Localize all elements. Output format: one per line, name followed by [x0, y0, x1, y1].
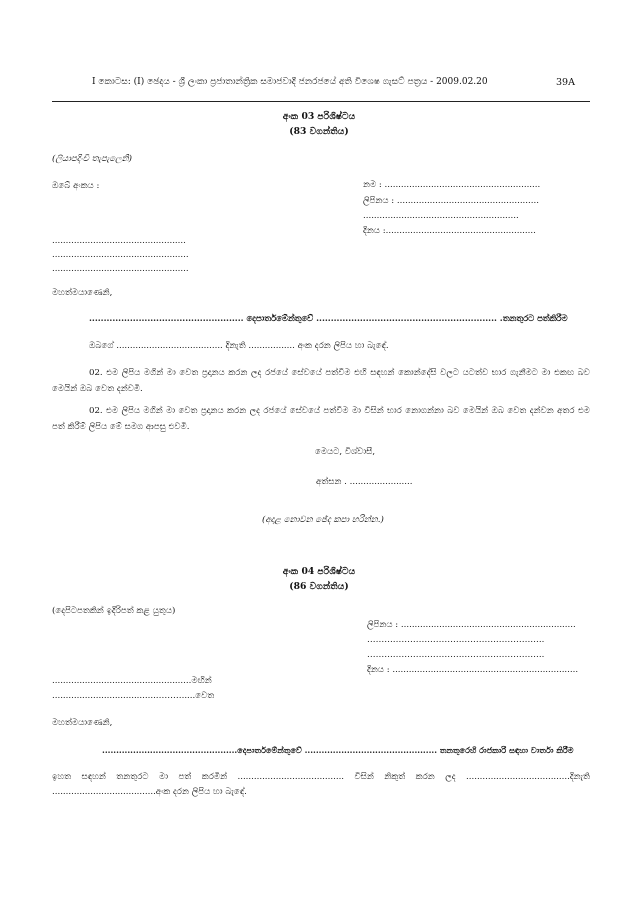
salutation-3: මහත්මයාණෙනි,	[52, 288, 113, 298]
address-field-4-2: ……………………………………………………..	[367, 635, 545, 645]
date-field: දිනය :.......................................................	[363, 226, 536, 236]
schedule-3-title: අංක 03 පරිශිෂ්ටය	[282, 111, 356, 122]
signature-3: අත්සන . .......................	[316, 477, 413, 487]
address-field-4-1: ලිපිනය : ................................................................	[367, 620, 576, 630]
address-field-2: .........................................................	[363, 211, 519, 221]
name-field: නම : .........................................................	[363, 180, 541, 190]
salutation-4: මහත්මයාණෙනි,	[52, 718, 113, 728]
registered-post-note: (ලියාපදිංචි තැපැලෙනි)	[52, 154, 132, 164]
subject-3: ..................................................... දෙපාර්තමේන්තුවේ .............................................................. .තනතුරට පත්කිරීම	[89, 313, 568, 323]
closing-3: මෙයට, විශ්වාසී,	[315, 447, 376, 457]
subject-4: ................................................දෙපාර්තමේන්තුවේ ............................................... තනතුරෙහි රාජකාරි සඳහා වාර්තා කිරීම	[102, 745, 574, 755]
address-field-4-3: ……………………………………………………..	[367, 650, 545, 660]
duplicate-note: (දෙපිටපතකින් ඉදිරිපත් කළ යුතුය)	[52, 606, 176, 616]
addressee-line-1: .................................................	[52, 236, 186, 246]
schedule-4-subtitle: (86 වගන්තිය)	[289, 581, 349, 592]
body-4: ඉහත සඳහන් තනතුරට මා පත් කරමින් ....................................... විසින් නිකුත් කරන ලද ......................................දිනැති ......................................අංක දරන ලිපිය හා බැඳේ.	[52, 772, 590, 797]
to-line: ......................................……….....වෙත	[52, 691, 215, 701]
addressee-line-3: ..................................................	[52, 264, 189, 274]
reference-line-3: ඔබගේ ....................................... දිනැති ................. අංක දරන ලිපිය හා බැඳේ.	[89, 341, 389, 351]
header-rule	[52, 101, 590, 102]
date-field-4: දිනය : ....................................................................	[367, 665, 579, 675]
paragraph-decline: 02. එම ලිපිය මගින් මා වෙත ප්‍රදානය කරන ලද රජයේ සේවයේ පත්වීම මා විසින් භාර නොගන්නා බව මෙයින් ඔබ වෙත දන්වන අතර එම පත් කිරීම් ලිපිය මේ සමග ආපසු එවමි.	[52, 406, 590, 432]
schedule-4-title: අංක 04 පරිශිෂ්ටය	[282, 566, 356, 577]
strike-note: (අදාළ නොවන ඡේද කපා හරින්න.)	[262, 515, 384, 525]
from-line: ...................................................මඟින්	[52, 676, 212, 686]
schedule-3-subtitle: (83 වගන්තිය)	[289, 126, 349, 137]
address-field-1: ලිපිනය : ....................................................	[363, 196, 539, 206]
addressee-line-2: ..................................................	[52, 250, 189, 260]
your-number-label: ඔබේ අංකය :	[52, 181, 100, 191]
page-number: 39A	[556, 77, 575, 88]
paragraph-accept: 02. එම ලිපිය මගින් මා වෙත ප්‍රදානය කරන ලද රජයේ සේවයේ පත්වීම එහි සඳහන් කොන්දේසි වලට යටත්ව භාර ගැනීමට මා එකඟ බව මෙයින් ඔබ වෙත දන්වමි.	[52, 368, 590, 394]
gazette-header: I කොටස: (I) ඡෙදය - ශ්‍රී ලංකා ප්‍රජාතාන්ත්‍රික සමාජවාදී ජනරජයේ අති විශෙෂ ගැසට් පත්‍රය - 2009.02.20	[92, 77, 488, 87]
